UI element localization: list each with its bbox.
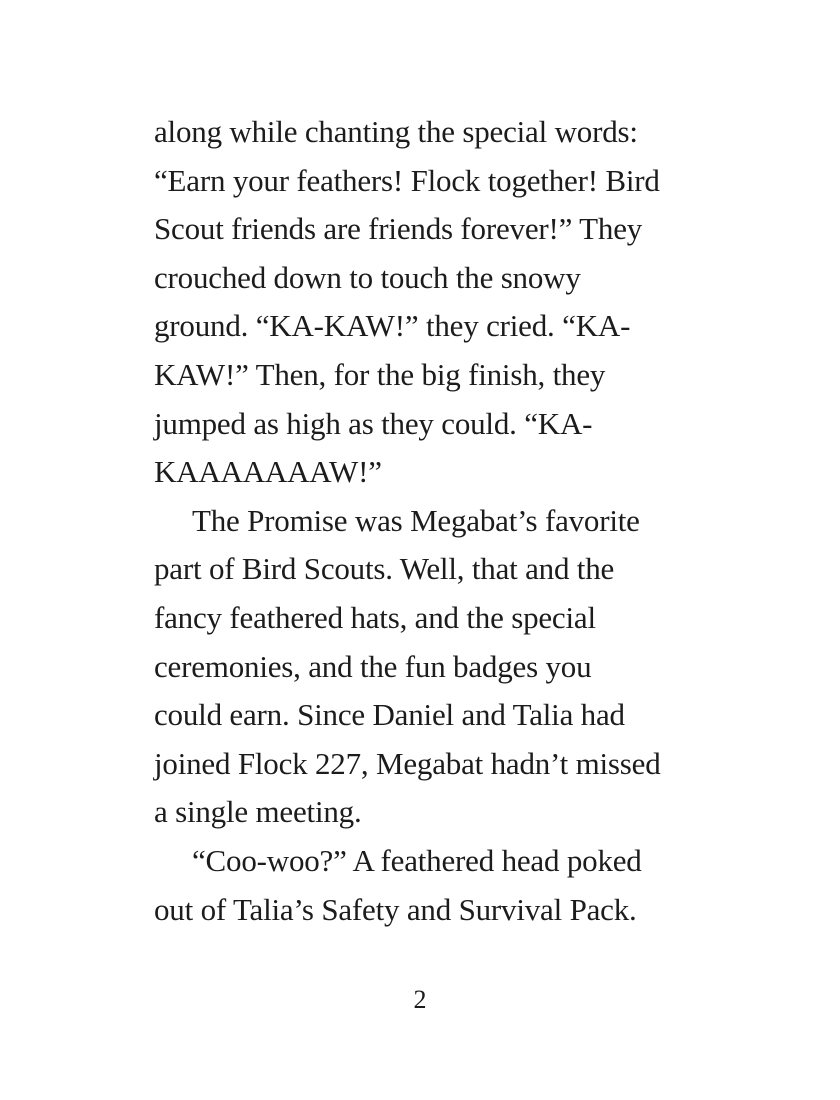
text-line: KAAAAAAAW!” <box>154 454 382 490</box>
text-line: part of Bird Scouts. Well, that and the <box>154 551 615 587</box>
paragraph-first-line: “Coo-woo?” A feathered head poked <box>192 842 642 878</box>
text-line: out of Talia’s Safety and Survival Pack. <box>154 891 637 927</box>
text-line: a single meeting. <box>154 794 362 830</box>
text-line: “Earn your feathers! Flock together! Bird <box>154 162 660 198</box>
paragraph-first-line: The Promise was Megabat’s favorite <box>192 502 640 538</box>
text-line: could earn. Since Daniel and Talia had <box>154 697 625 733</box>
text-line: ceremonies, and the fun badges you <box>154 648 592 684</box>
text-line: fancy feathered hats, and the special <box>154 599 596 635</box>
text-line: crouched down to touch the snowy <box>154 259 581 295</box>
text-line: Scout friends are friends forever!” They <box>154 211 643 247</box>
text-line: ground. “KA-KAW!” they cried. “KA- <box>154 308 631 344</box>
body-text <box>154 108 764 934</box>
page-number: 2 <box>413 985 427 1014</box>
text-line: along while chanting the special words: <box>154 114 638 149</box>
text-line: KAW!” Then, for the big finish, they <box>154 356 606 392</box>
text-line: jumped as high as they could. “KA- <box>154 405 593 441</box>
text-line: joined Flock 227, Megabat hadn’t missed <box>154 745 661 781</box>
